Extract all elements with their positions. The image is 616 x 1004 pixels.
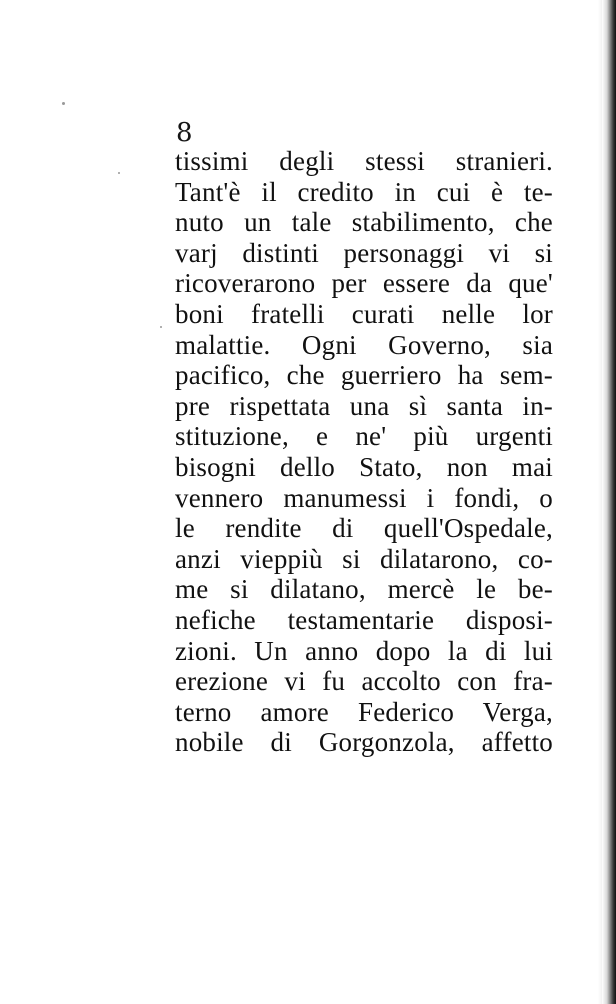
page-number: 8	[176, 118, 193, 148]
body-text	[175, 146, 553, 758]
page-binding-edge	[602, 0, 616, 1004]
text-line: vennero manumessi i fondi, o	[175, 482, 553, 513]
text-line: bisogni dello Stato, non mai	[175, 451, 553, 482]
text-line: pre rispettata una sì santa in-	[175, 390, 553, 421]
text-line: nefiche testamentarie disposi-	[175, 604, 553, 635]
paper-speck	[160, 326, 162, 328]
text-line: terno amore Federico Verga,	[175, 696, 553, 727]
text-line: zioni. Un anno dopo la di lui	[175, 635, 553, 666]
text-line: Tant'è il credito in cui è te-	[175, 176, 553, 207]
paper-speck	[118, 172, 120, 174]
text-line: le rendite di quell'Ospedale,	[175, 513, 553, 544]
text-line: boni fratelli curati nelle lor	[175, 298, 553, 329]
text-line: anzi vieppiù si dilatarono, co-	[175, 543, 553, 574]
text-line: tissimi degli stessi stranieri.	[175, 146, 553, 176]
text-line: varj distinti personaggi vi si	[175, 237, 553, 268]
text-line: nuto un tale stabilimento, che	[175, 207, 553, 238]
text-line: stituzione, e ne' più urgenti	[175, 421, 553, 452]
text-line: nobile di Gorgonzola, affetto	[175, 727, 553, 758]
text-line: malattie. Ogni Governo, sia	[175, 329, 553, 360]
text-line: me si dilatano, mercè le be-	[175, 574, 553, 605]
paper-speck	[62, 102, 65, 105]
text-line: erezione vi fu accolto con fra-	[175, 666, 553, 697]
text-line: pacifico, che guerriero ha sem-	[175, 360, 553, 391]
text-line: ricoverarono per essere da que'	[175, 268, 553, 299]
